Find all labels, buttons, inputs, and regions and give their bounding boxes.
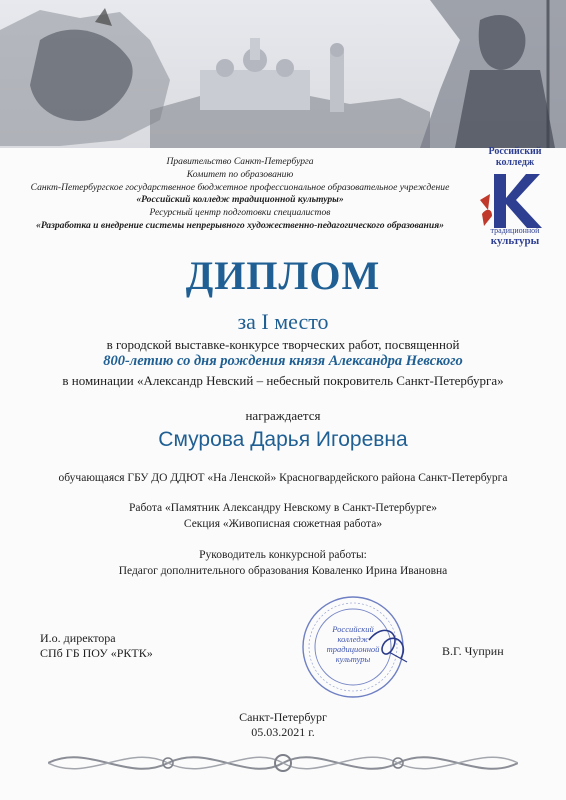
issuer-government: Правительство Санкт-Петербурга <box>166 156 314 167</box>
logo-bottom-text-1: традиционной <box>490 226 540 235</box>
director-organization: СПб ГБ ПОУ «РКТК» <box>40 646 153 660</box>
svg-text:традиционной: традиционной <box>326 644 380 654</box>
logo-bottom-text-2: культуры <box>490 235 540 247</box>
footer-ornament <box>48 738 518 788</box>
issue-city: Санкт-Петербург <box>239 710 327 724</box>
diploma-place: за I место <box>237 309 329 334</box>
diploma-title: ДИПЛОМ <box>185 253 381 298</box>
issuer-resource-center: Ресурсный центр подготовки специалистов <box>149 207 331 219</box>
issuer-header <box>14 156 466 233</box>
banner-illustration <box>0 0 566 148</box>
recipient-name: Смурова Дарья Игоревна <box>158 428 408 451</box>
supervisor-name: Педагог дополнительного образования Коваленко Ирина Ивановна <box>118 565 448 577</box>
supervisor-label: Руководитель конкурсной работы: <box>199 549 367 561</box>
director-role: И.о. директора <box>40 631 116 645</box>
section-title: Секция «Живописная сюжетная работа» <box>183 518 383 530</box>
nomination-text: в номинации «Александр Невский – небесный покровитель Санкт-Петербурга» <box>62 373 504 388</box>
contest-description: в городской выставке-конкурсе творческих работ, посвященной <box>106 337 460 352</box>
director-signature-block <box>40 631 153 661</box>
recipient-affiliation: обучающаяся ГБУ ДО ДДЮТ «На Ленской» Красногвардейского района Санкт-Петербурга <box>58 472 508 484</box>
event-title: 800-летию со дня рождения князя Александра Невского <box>103 353 463 369</box>
header-banner-image <box>0 0 566 148</box>
official-stamp <box>297 592 419 702</box>
svg-text:культуры: культуры <box>335 654 371 664</box>
issuer-program: «Разработка и внедрение системы непрерывного художественно-педагогического образования» <box>36 219 444 231</box>
issuer-institution-type: Санкт-Петербургское государственное бюджетное профессиональное образовательное учреждение <box>30 181 450 193</box>
issuer-committee: Комитет по образованию <box>186 168 294 180</box>
logo-emblem-icon <box>472 170 558 232</box>
logo-top-text: Российский колледж <box>488 146 542 168</box>
svg-text:колледж: колледж <box>337 634 369 644</box>
college-logo <box>472 146 558 250</box>
svg-text:Российский: Российский <box>332 624 374 634</box>
director-name: В.Г. Чуприн <box>442 644 504 658</box>
issue-place-date <box>0 710 566 740</box>
work-title: Работа «Памятник Александру Невскому в Санкт-Петербурге» <box>128 502 438 514</box>
awarded-label: награждается <box>245 408 321 423</box>
issuer-college: «Российский колледж традиционной культуры» <box>136 194 344 206</box>
issue-date: 05.03.2021 г. <box>251 725 315 739</box>
